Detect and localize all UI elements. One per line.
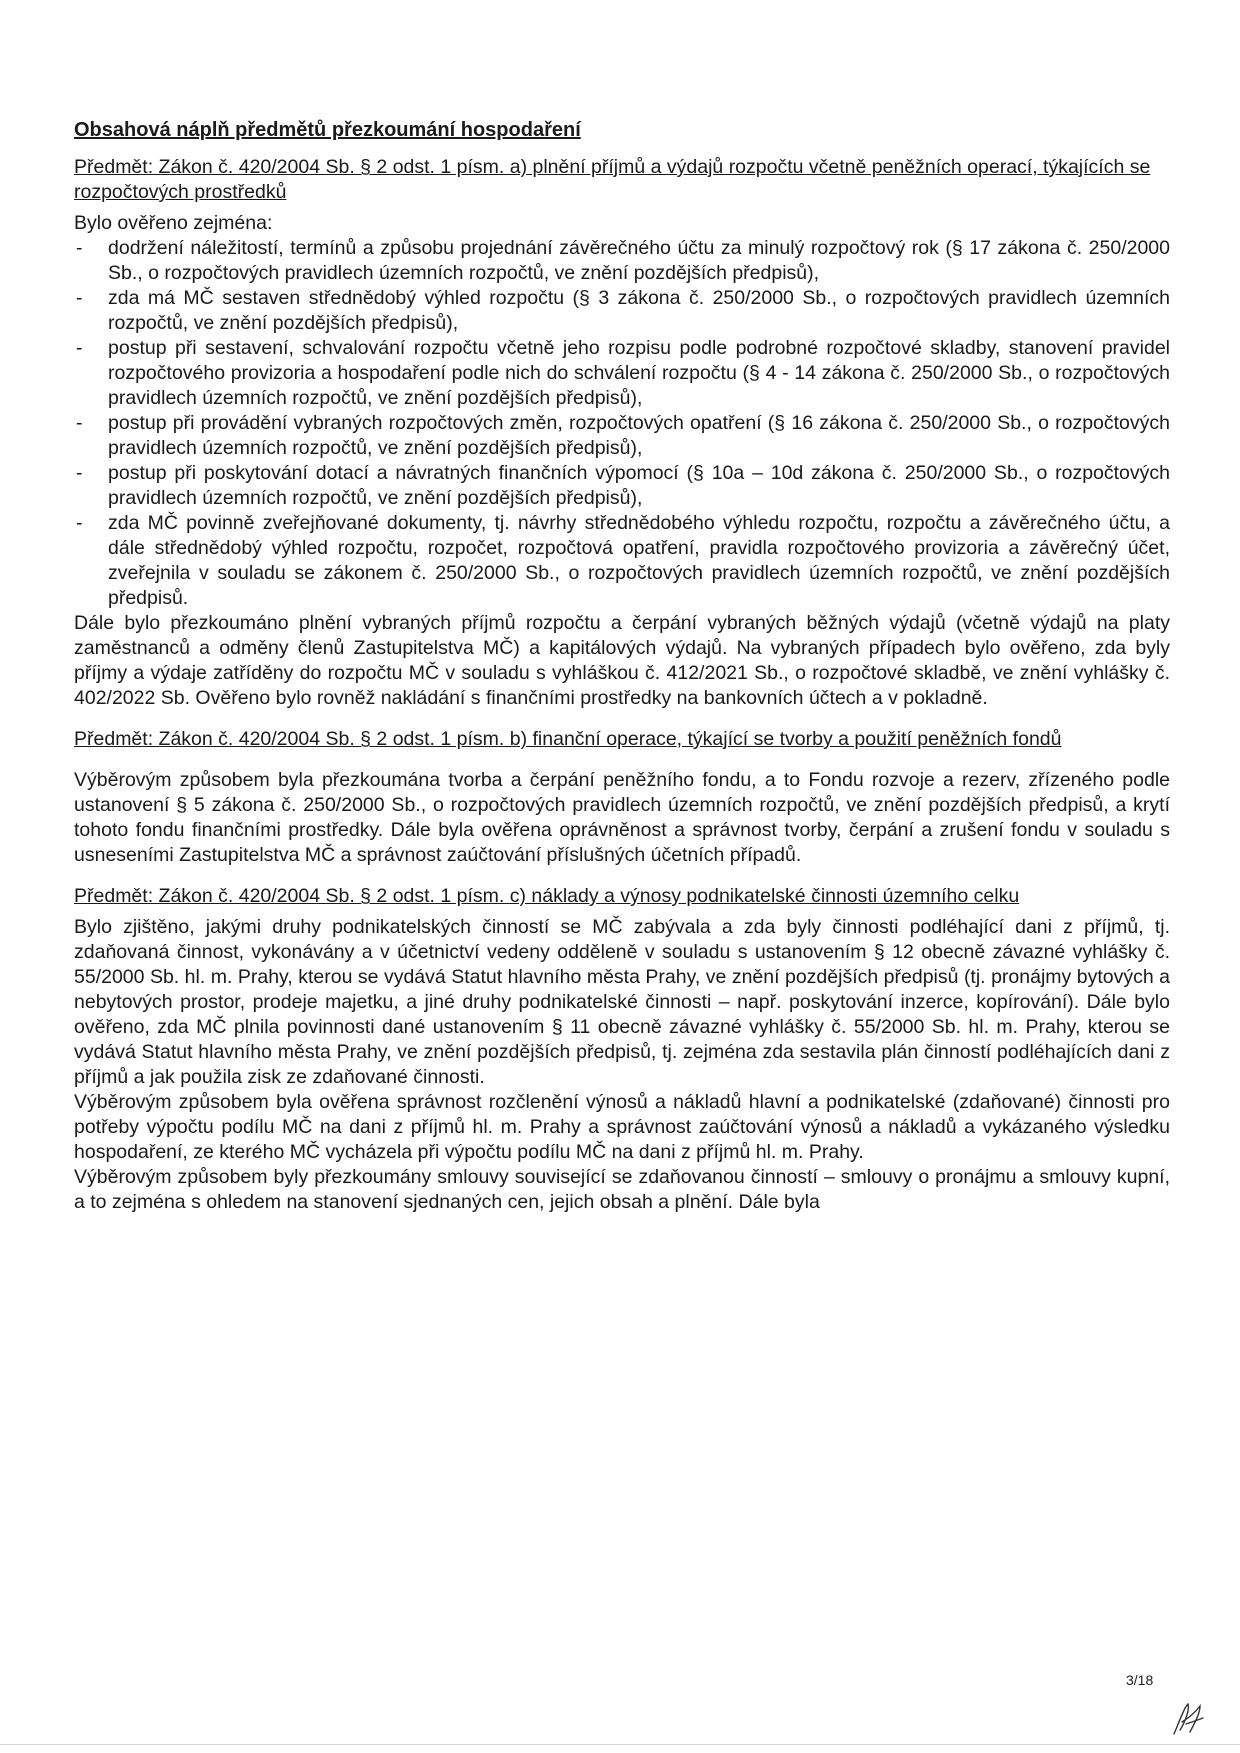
bullet-list-a xyxy=(74,236,1170,611)
subject-c: Předmět: Zákon č. 420/2004 Sb. § 2 odst. 1 písm. c) náklady a výnosy podnikatelské činnosti územního celku xyxy=(74,885,1020,907)
intro-a: Bylo ověřeno zejména: xyxy=(74,212,273,234)
signature-icon xyxy=(1170,1700,1206,1743)
list-item: - dodržení náležitostí, termínů a způsobu projednání závěrečného účtu za minulý rozpočtový rok (§ 17 zákona č. 250/2000 Sb., o rozpočtových pravidlech územních rozpočtů, ve znění pozdějších předpisů), xyxy=(74,236,1170,286)
paragraph-c2: Výběrovým způsobem byla ověřena správnost rozčlenění výnosů a nákladů hlavní a podnikatelské (zdaňované) činnosti pro potřeby výpočtu podílu MČ na dani z příjmů hl. m. Prahy a správnost zaúčtování výnosů a nákladů a vykázaného výsledku hospodaření, ze kterého MČ vycházela při výpočtu podílu MČ na dani z příjmů hl. m. Prahy. xyxy=(74,1091,1170,1163)
page-number: 3/18 xyxy=(1126,1672,1154,1688)
page-heading: Obsahová náplň předmětů přezkoumání hospodaření xyxy=(74,119,581,141)
paragraph-c1: Bylo zjištěno, jakými druhy podnikatelských činností se MČ zabývala a zda byly činnosti podléhající dani z příjmů, tj. zdaňovaná činnost, vykonávány a v účetnictví vedeny odděleně v souladu s ustanovením § 12 obecně závazné vyhlášky č. 55/2000 Sb. hl. m. Prahy, kterou se vydává Statut hlavního města Prahy, ve znění pozdějších předpisů (tj. pronájmy bytových a nebytových prostor, prodeje majetku, a jiné druhy podnikatelské činnosti – např. poskytování inzerce, kopírování). Dále bylo ověřeno, zda MČ plnila povinnosti dané ustanovením § 11 obecně závazné vyhlášky č. 55/2000 Sb. hl. m. Prahy, kterou se vydává Statut hlavního města Prahy, ve znění pozdějších předpisů, tj. zejména zda sestavila plán činností podléhajících dani z příjmů a jak použila zisk ze zdaňované činnosti. xyxy=(74,916,1170,1088)
footer-divider xyxy=(0,1744,1240,1745)
list-item: - postup při provádění vybraných rozpočtových změn, rozpočtových opatření (§ 16 zákona č. 250/2000 Sb., o rozpočtových pravidlech územních rozpočtů, ve znění pozdějších předpisů), xyxy=(74,411,1170,461)
list-item: - postup při sestavení, schvalování rozpočtu včetně jeho rozpisu podle podrobné rozpočtové skladby, stanovení pravidel rozpočtového provizoria a hospodaření podle nich do schválení rozpočtu (§ 4 - 14 zákona č. 250/2000 Sb., o rozpočtových pravidlech územních rozpočtů, ve znění pozdějších předpisů), xyxy=(74,336,1170,411)
paragraph-c3: Výběrovým způsobem byly přezkoumány smlouvy související se zdaňovanou činností – smlouvy o pronájmu a smlouvy kupní, a to zejména s ohledem na stanovení sjednaných cen, jejich obsah a plnění. Dále byla xyxy=(74,1166,1170,1213)
document-page xyxy=(74,118,1170,1215)
list-item: - zda má MČ sestaven střednědobý výhled rozpočtu (§ 3 zákona č. 250/2000 Sb., o rozpočtových pravidlech územních rozpočtů, ve znění pozdějších předpisů), xyxy=(74,286,1170,336)
subject-a: Předmět: Zákon č. 420/2004 Sb. § 2 odst. 1 písm. a) plnění příjmů a výdajů rozpočtu včetně peněžních operací, týkajících se rozpočtových prostředků xyxy=(74,156,1151,203)
closing-a: Dále bylo přezkoumáno plnění vybraných příjmů rozpočtu a čerpání vybraných běžných výdajů (včetně výdajů na platy zaměstnanců a odměny členů Zastupitelstva MČ) a kapitálových výdajů. Na vybraných případech bylo ověřeno, zda byly příjmy a výdaje zatříděny do rozpočtu MČ v souladu s vyhláškou č. 412/2021 Sb., o rozpočtové skladbě, ve znění vyhlášky č. 402/2022 Sb. Ověřeno bylo rovněž nakládání s finančními prostředky na bankovních účtech a v pokladně. xyxy=(74,612,1170,709)
text-b: Výběrovým způsobem byla přezkoumána tvorba a čerpání peněžního fondu, a to Fondu rozvoje a rezerv, zřízeného podle ustanovení § 5 zákona č. 250/2000 Sb., o rozpočtových pravidlech územních rozpočtů, ve znění pozdějších předpisů, a krytí tohoto fondu finančními prostředky. Dále byla ověřena oprávněnost a správnost tvorby, čerpání a zrušení fondu v souladu s usneseními Zastupitelstva MČ a správnost zaúčtování příslušných účetních případů. xyxy=(74,769,1170,866)
subject-b: Předmět: Zákon č. 420/2004 Sb. § 2 odst. 1 písm. b) finanční operace, týkající se tvorby a použití peněžních fondů xyxy=(74,728,1062,750)
list-item: - zda MČ povinně zveřejňované dokumenty, tj. návrhy střednědobého výhledu rozpočtu, rozpočtu a závěrečného účtu, a dále střednědobý výhled rozpočtu, rozpočet, rozpočtová opatření, pravidla rozpočtového provizoria a závěrečný účet, zveřejnila v souladu se zákonem č. 250/2000 Sb., o rozpočtových pravidlech územních rozpočtů, ve znění pozdějších předpisů. xyxy=(74,511,1170,611)
list-item: - postup při poskytování dotací a návratných finančních výpomocí (§ 10a – 10d zákona č. 250/2000 Sb., o rozpočtových pravidlech územních rozpočtů, ve znění pozdějších předpisů), xyxy=(74,461,1170,511)
